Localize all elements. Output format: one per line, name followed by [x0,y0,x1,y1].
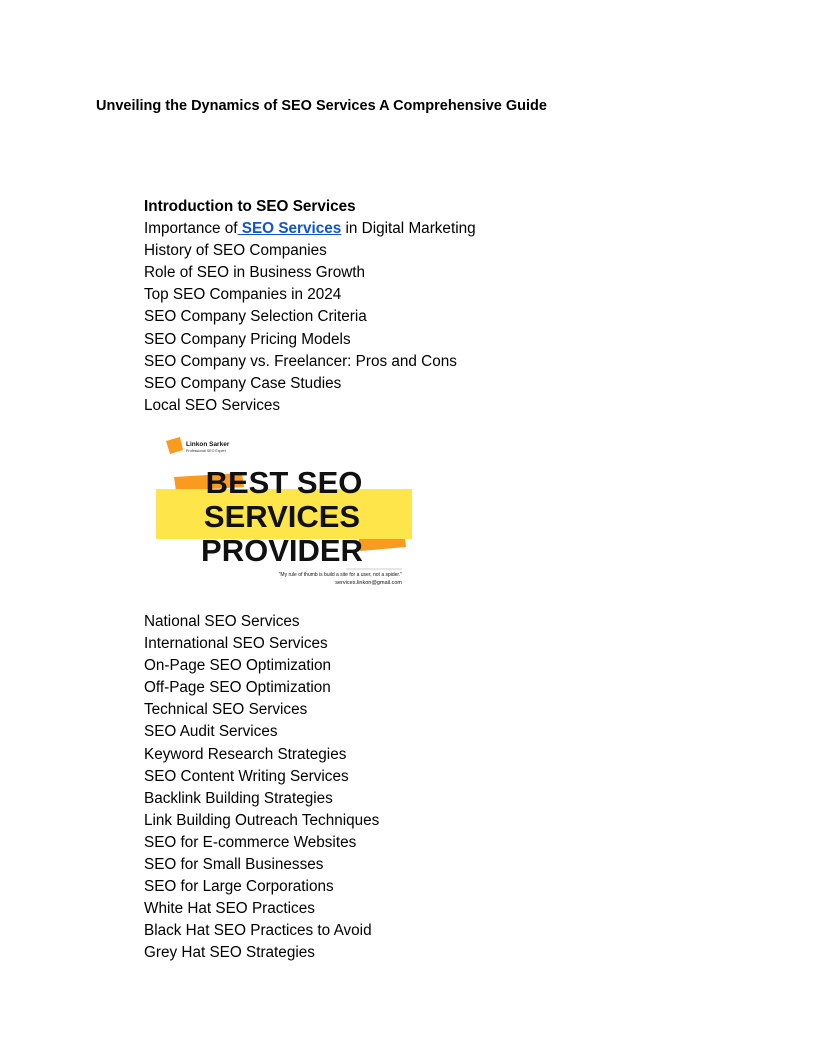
outline-heading: Introduction to SEO Services [144,198,356,215]
outline-item: Off-Page SEO Optimization [144,679,331,697]
outline-item: Grey Hat SEO Strategies [144,944,315,962]
outline-item: History of SEO Companies [144,242,327,260]
outline-item-importance [144,218,744,240]
outline-list [144,196,744,964]
outline-item: Keyword Research Strategies [144,745,347,763]
brand-tagline: Professional SEO Expert [186,448,226,453]
outline-item: Local SEO Services [144,396,281,414]
document-title: Unveiling the Dynamics of SEO Services A Comprehensive Guide [96,98,547,114]
seo-banner-image [146,421,422,601]
outline-item: Link Building Outreach Techniques [144,811,380,829]
outline-item: On-Page SEO Optimization [144,657,332,675]
banner-headline-1: BEST SEO [205,464,363,500]
outline-item: SEO Content Writing Services [144,767,349,785]
outline-item: National SEO Services [144,612,300,630]
outline-items-before-image [144,240,744,417]
importance-suffix: in Digital Marketing [341,220,476,238]
outline-item: SEO for Large Corporations [144,878,334,896]
seo-services-link[interactable]: SEO Services [237,220,342,238]
banner-quote: "My rule of thumb is build a site for a user, not a spider." [278,571,402,578]
outline-item: Black Hat SEO Practices to Avoid [144,922,372,940]
outline-item: International SEO Services [144,635,328,653]
outline-items-after-image [144,611,744,965]
banner-headline-2: SERVICES [203,498,361,534]
importance-prefix: Importance of [144,220,238,238]
outline-item: SEO Company vs. Freelancer: Pros and Cons [144,352,457,370]
outline-item: Top SEO Companies in 2024 [144,286,342,304]
outline-item: SEO Company Case Studies [144,374,342,392]
outline-item: Role of SEO in Business Growth [144,264,366,282]
outline-item: SEO Company Pricing Models [144,330,351,348]
outline-item: SEO Audit Services [144,723,278,741]
banner-graphic [146,421,422,601]
outline-item: White Hat SEO Practices [144,900,315,918]
outline-item: Backlink Building Strategies [144,789,333,807]
banner-email: services.linkon@gmail.com [335,579,402,586]
banner-headline-3: PROVIDER [201,532,363,568]
outline-item: SEO Company Selection Criteria [144,308,367,326]
brand-name: Linkon Sarker [186,440,230,448]
outline-item: Technical SEO Services [144,701,308,719]
outline-item: SEO for Small Businesses [144,855,324,873]
outline-item: SEO for E-commerce Websites [144,833,357,851]
